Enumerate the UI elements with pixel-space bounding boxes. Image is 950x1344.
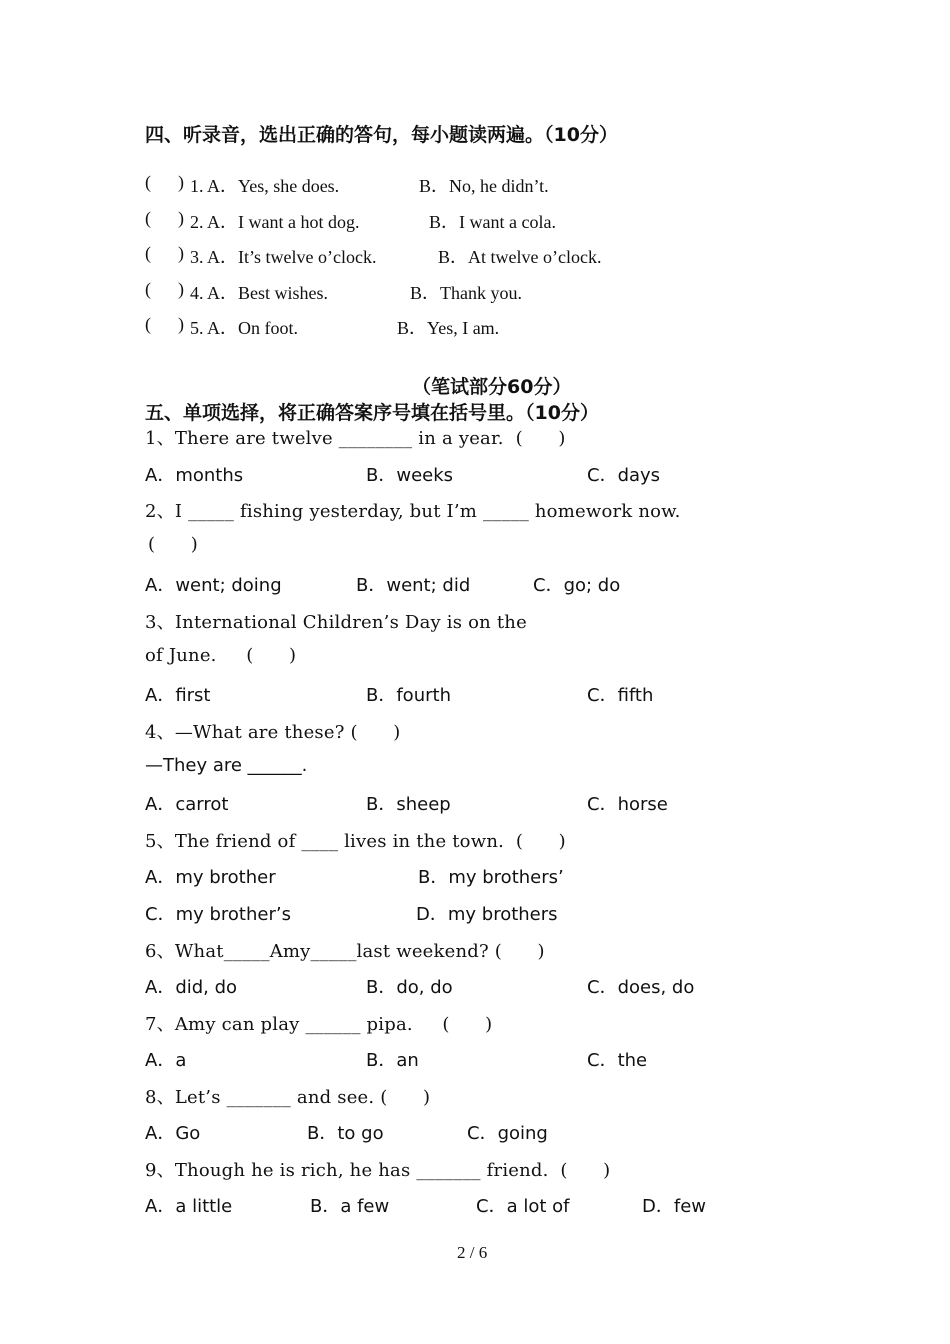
listen-item-4-bracket: ( ) [145,279,184,299]
listen-item-1-option-b: B．No, he didn’t. [419,176,549,196]
listen-item-2-option-b: B．I want a cola. [429,212,556,232]
question-2-option-c: C．go; do [533,575,621,596]
question-8: 8、Let’s _______ and see. ( ) [145,1087,431,1108]
written-part-label: （笔试部分60分） [412,376,572,398]
section-4-heading: 四、听录音，选出正确的答句，每小题读两遍。（10分） [145,124,618,146]
listen-item-2-option-a: 2. A．I want a hot dog. [190,212,360,232]
question-5-option-b: B．my brothers’ [418,867,564,888]
listen-item-3-option-a: 3. A．It’s twelve o’clock. [190,247,377,267]
question-3-line-2: of June. ( ) [145,645,297,666]
listen-item-5-option-b: B．Yes, I am. [397,318,500,338]
question-9-option-a: A．a little [145,1196,233,1217]
question-2: 2、I _____ fishing yesterday, but I’m _____ homework now. [145,501,681,522]
listen-item-4-option-a: 4. A．Best wishes. [190,283,329,303]
question-1-option-a: A．months [145,465,244,486]
listen-item-1-option-a: 1. A．Yes, she does. [190,176,340,196]
question-7-option-a: A．a [145,1050,187,1071]
question-4-option-a: A．carrot [145,794,229,815]
question-9-option-d: D．few [642,1196,706,1217]
section-5-heading: 五、单项选择，将正确答案序号填在括号里。（10分） [145,402,599,424]
question-2-option-b: B．went; did [356,575,471,596]
question-2-option-a: A．went; doing [145,575,282,596]
question-4-line-1: 4、—What are these? ( ) [145,722,401,743]
question-7-option-b: B．an [366,1050,419,1071]
question-2-answer-paren: ( ) [148,534,198,555]
question-9-option-b: B．a few [310,1196,390,1217]
question-6-option-b: B．do, do [366,977,453,998]
page-number: 2 / 6 [457,1243,488,1262]
question-6-option-a: A．did, do [145,977,238,998]
question-5-option-c: C．my brother’s [145,904,291,925]
question-1-option-b: B．weeks [366,465,454,486]
question-4-line-2: —They are ______. [145,755,308,776]
listen-item-5-option-a: 5. A．On foot. [190,318,298,338]
question-1: 1、There are twelve ________ in a year. ( ) [145,428,566,449]
question-5: 5、The friend of ____ lives in the town. ( ) [145,831,566,852]
listen-item-4-option-b: B．Thank you. [410,283,522,303]
listen-item-5-bracket: ( ) [145,314,184,334]
question-7-option-c: C．the [587,1050,648,1071]
listen-item-3-bracket: ( ) [145,243,184,263]
question-8-option-c: C．going [467,1123,548,1144]
question-5-option-a: A．my brother [145,867,276,888]
listen-item-2-bracket: ( ) [145,208,184,228]
question-9-option-c: C．a lot of [476,1196,570,1217]
question-8-option-b: B．to go [307,1123,384,1144]
question-5-option-d: D．my brothers [416,904,558,925]
listen-item-3-option-b: B．At twelve o’clock. [438,247,602,267]
question-8-option-a: A．Go [145,1123,201,1144]
question-6: 6、What_____Amy_____last weekend? ( ) [145,941,545,962]
question-6-option-c: C．does, do [587,977,695,998]
question-4-option-c: C．horse [587,794,668,815]
listen-item-1-bracket: ( ) [145,172,184,192]
question-3-option-b: B．fourth [366,685,451,706]
question-9: 9、Though he is rich, he has _______ friend. ( ) [145,1160,611,1181]
question-3-line-1: 3、International Children’s Day is on the [145,612,527,633]
question-1-option-c: C．days [587,465,661,486]
question-4-option-b: B．sheep [366,794,451,815]
question-3-option-c: C．fifth [587,685,654,706]
question-7: 7、Amy can play ______ pipa. ( ) [145,1014,493,1035]
question-3-option-a: A．first [145,685,211,706]
